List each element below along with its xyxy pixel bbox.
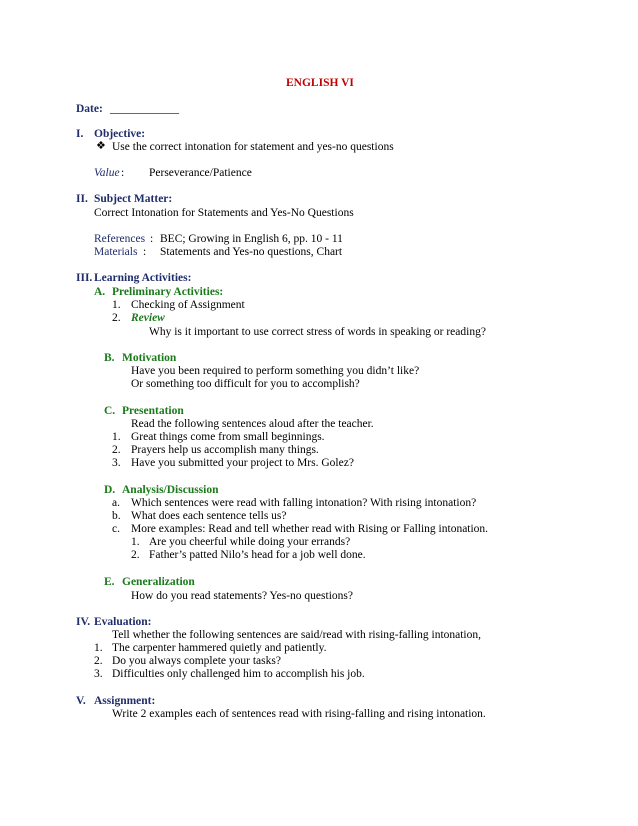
- value-label: Value: [94, 167, 120, 179]
- materials-text: Statements and Yes-no questions, Chart: [160, 246, 343, 258]
- list-item: Difficulties only challenged him to accomplish his job.: [112, 668, 365, 680]
- list-item-number: 1.: [112, 431, 121, 443]
- motivation-line: Or something too difficult for you to accomplish?: [131, 378, 360, 390]
- list-item-number: 2.: [112, 444, 121, 456]
- bullet-icon: ❖: [96, 140, 106, 152]
- subject-topic: Correct Intonation for Statements and Yes-No Questions: [94, 207, 354, 219]
- list-item-letter: a.: [112, 497, 120, 509]
- page-title: ENGLISH VI: [286, 77, 354, 89]
- list-item-letter: c.: [112, 523, 120, 535]
- list-item: Which sentences were read with falling intonation? With rising intonation?: [131, 497, 477, 509]
- sub-item: Father’s patted Nilo’s head for a job well done.: [149, 549, 366, 561]
- list-item-number: 3.: [94, 668, 103, 680]
- motivation-line: Have you been required to perform something you didn’t like?: [131, 365, 420, 377]
- review-question: Why is it important to use correct stress of words in speaking or reading?: [149, 326, 486, 338]
- list-item-number: 1.: [94, 642, 103, 654]
- list-item-number: 1.: [112, 299, 121, 311]
- review-label: Review: [131, 312, 165, 324]
- subsection-a-heading: Preliminary Activities:: [112, 286, 224, 298]
- subsection-c-heading: Presentation: [122, 405, 184, 417]
- section-1-heading: Objective:: [94, 128, 146, 140]
- objective-text: Use the correct intonation for statement and yes-no questions: [112, 141, 394, 153]
- section-2-numeral: II.: [76, 193, 88, 205]
- list-item-number: 2.: [94, 655, 103, 667]
- subsection-a-letter: A.: [94, 286, 106, 298]
- subsection-c-letter: C.: [104, 405, 116, 417]
- section-3-numeral: III.: [76, 272, 93, 284]
- subsection-e-heading: Generalization: [122, 576, 195, 588]
- value-colon: :: [121, 167, 125, 179]
- subsection-b-heading: Motivation: [122, 352, 177, 364]
- list-item: Prayers help us accomplish many things.: [131, 444, 319, 456]
- sub-item-number: 2.: [131, 549, 140, 561]
- sub-item: Are you cheerful while doing your errands?: [149, 536, 351, 548]
- evaluation-instruction: Tell whether the following sentences are said/read with rising-falling intonation,: [112, 629, 482, 641]
- list-item: More examples: Read and tell whether read with Rising or Falling intonation.: [131, 523, 489, 535]
- list-item-letter: b.: [112, 510, 121, 522]
- assignment-line: Write 2 examples each of sentences read with rising-falling and rising intonation.: [112, 708, 486, 720]
- sub-item-number: 1.: [131, 536, 140, 548]
- section-4-heading: Evaluation:: [94, 616, 152, 628]
- references-colon: :: [150, 233, 154, 245]
- date-blank: ____________: [110, 103, 179, 115]
- list-item: Checking of Assignment: [131, 299, 245, 311]
- materials-label: Materials: [94, 246, 138, 258]
- section-5-numeral: V.: [76, 695, 86, 707]
- materials-colon: :: [143, 246, 147, 258]
- presentation-instruction: Read the following sentences aloud after the teacher.: [131, 418, 374, 430]
- list-item-number: 2.: [112, 312, 121, 324]
- section-1-numeral: I.: [76, 128, 84, 140]
- subsection-d-letter: D.: [104, 484, 116, 496]
- generalization-line: How do you read statements? Yes-no questions?: [131, 590, 353, 602]
- list-item: Do you always complete your tasks?: [112, 655, 281, 667]
- list-item: The carpenter hammered quietly and patiently.: [112, 642, 327, 654]
- list-item-number: 3.: [112, 457, 121, 469]
- value-text: Perseverance/Patience: [149, 167, 252, 179]
- list-item: Great things come from small beginnings.: [131, 431, 325, 443]
- references-label: References: [94, 233, 146, 245]
- references-text: BEC; Growing in English 6, pp. 10 - 11: [160, 233, 343, 245]
- list-item: Have you submitted your project to Mrs. Golez?: [131, 457, 354, 469]
- subsection-b-letter: B.: [104, 352, 115, 364]
- date-label: Date:: [76, 103, 103, 115]
- section-5-heading: Assignment:: [94, 695, 156, 707]
- section-3-heading: Learning Activities:: [94, 272, 192, 284]
- section-2-heading: Subject Matter:: [94, 193, 173, 205]
- section-4-numeral: IV.: [76, 616, 91, 628]
- subsection-d-heading: Analysis/Discussion: [122, 484, 219, 496]
- subsection-e-letter: E.: [104, 576, 115, 588]
- list-item: What does each sentence tells us?: [131, 510, 287, 522]
